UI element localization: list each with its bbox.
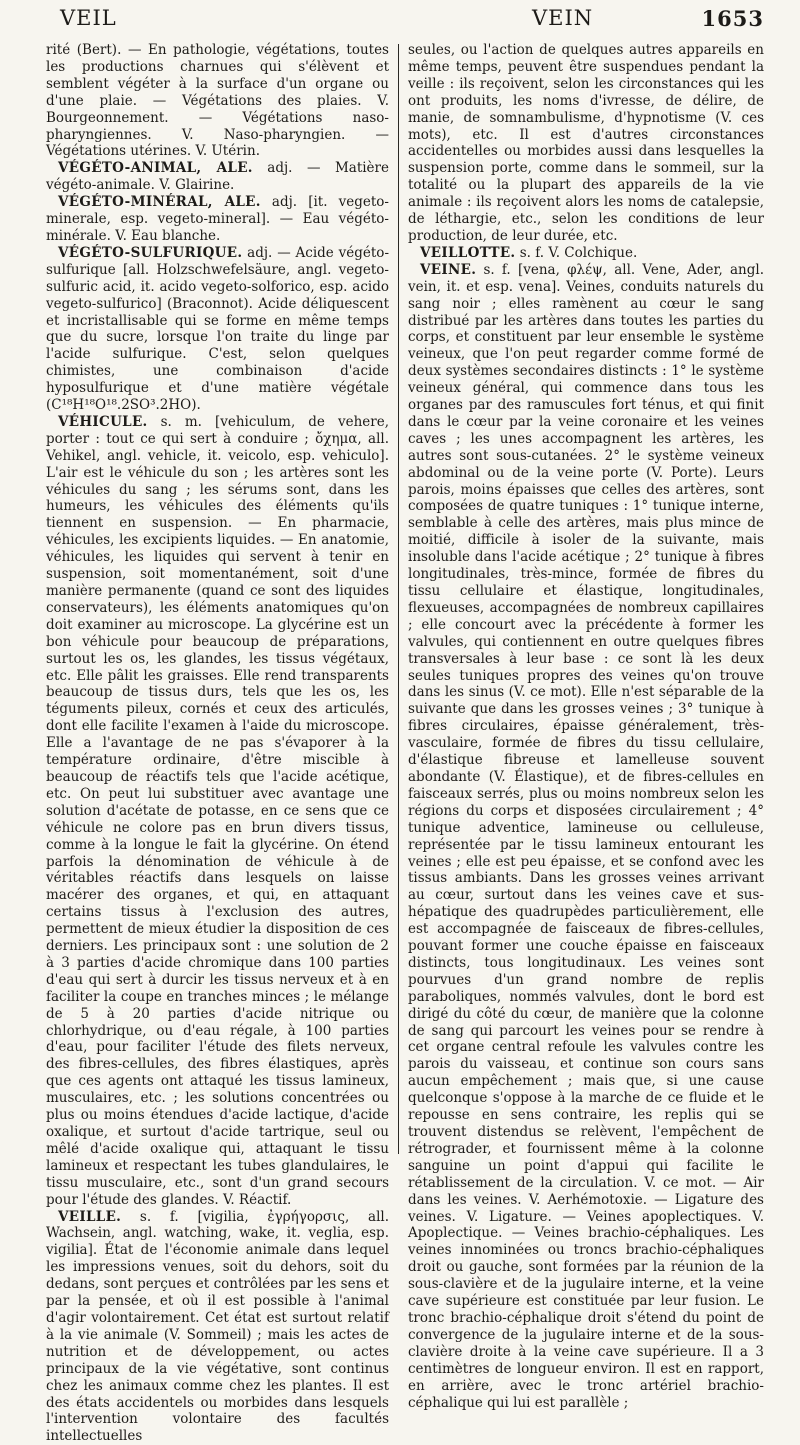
headword: VÉGÉTO-MINÉRAL, ALE.: [58, 194, 261, 211]
page-number: 1653: [701, 6, 764, 31]
headword: VÉGÉTO-ANIMAL, ALE.: [58, 160, 253, 177]
headword: VEILLOTTE.: [420, 244, 516, 261]
headword: VÉHICULE.: [58, 413, 148, 430]
entry-vegetation-continued: rité (Bert). — En pathologie, végétations, toutes les productions charnues qui s'élèvent et semblent végéter à la surface d'un organe ou d'une plaie. — Végétations des plaies. V. Bourgeonnement. — Végétations naso-pharyngiennes. V. Naso-pharyngien. — Végétations utérines. V. Utérin.: [46, 42, 389, 160]
entry-vegeto-sulfurique: VÉGÉTO-SULFURIQUE. adj. — Acide végéto-sulfurique [all. Holzschwefelsäure, angl. vegeto-sulfuric acid, it. acido vegeto-solforico, esp. acido vegeto-sulfurico] (Braconnot). Acide déliquescent et incristallisable qui se forme en même temps que du sucre, lorsque l'on traite du linge par l'acide sulfurique. C'est, selon quelques chimistes, une combinaison d'acide hyposulfurique et d'une matière végétale (C¹⁸H¹⁸O¹⁸.2SO³.2HO).: [46, 244, 389, 414]
headword: VÉGÉTO-SULFURIQUE.: [58, 244, 243, 261]
entry-vegeto-animal: VÉGÉTO-ANIMAL, ALE. adj. — Matière végéto-animale. V. Glairine.: [46, 160, 389, 194]
entry-vegeto-mineral: VÉGÉTO-MINÉRAL, ALE. adj. [it. vegeto-minerale, esp. vegeto-mineral]. — Eau végéto-minérale. V. Eau blanche.: [46, 194, 389, 244]
running-header: [46, 6, 764, 36]
entry-veine: VEINE. s. f. [vena, φλέψ, all. Vene, Ader, angl. vein, it. et esp. vena]. Veines, conduits naturels du sang noir ; elles ramènent au cœur le sang distribué par les artères dans toutes les parties du corps, et constituent par leur ensemble le système veineux, que l'on peut regarder comme formé de deux systèmes secondaires distincts : 1° le système veineux général, qui commence dans tous les organes par des ramuscules fort ténus, et qui finit dans le cœur par la veine coronaire et les veines caves ; les unes accompagnent les artères, les autres sont sous-cutanées. 2° le système veineux abdominal ou de la veine porte (V. Porte). Leurs parois, moins épaisses que celles des artères, sont composées de quatre tuniques : 1° tunique interne, semblable à celle des artères, mais plus mince de moitié, difficile à isoler de la suivante, mais insoluble dans l'acide acétique ; 2° tunique à fibres longitudinales, très-mince, formée de fibres du tissu cellulaire et élastique, longitudinales, flexueuses, accompagnées de nombreux capillaires ; elle concourt avec la précédente à former les valvules, qui contiennent en outre quelques fibres transversales à leur base : ce sont là les deux seules tuniques propres des veines qu'on trouve dans les sinus (V. ce mot). Elle n'est séparable de la suivante que dans les grosses veines ; 3° tunique à fibres circulaires, épaisse généralement, très-vasculaire, formée de fibres du tissu cellulaire, d'élastique fibreuse et lamelleuse souvent abondante (V. Élastique), et de fibres-cellules en faisceaux serrés, plus ou moins nombreux selon les régions du corps et disposées circulairement ; 4° tunique adventice, lamineuse ou celluleuse, représentée par le tissu lamineux entourant les veines ; elle est peu épaisse, et se confond avec les tissus ambiants. Dans les grosses veines arrivant au cœur, surtout dans les veines cave et sus-hépatique des quadrupèdes particulièrement, elle est accompagnée de faisceaux de fibres-cellules, pouvant former une couche épaisse en faisceaux distincts, tous longitudinaux. Les veines sont pourvues d'un grand nombre de replis paraboliques, nommés valvules, dont le bord est dirigé du côté du cœur, de manière que la colonne de sang qui parcourt les veines pour se rendre à cet organe central refoule les valvules contre les parois du vaisseau, et continue son cours sans aucun empêchement ; mais que, si une cause quelconque s'oppose à la marche de ce fluide et le repousse en sens contraire, les replis qui se trouvent distendus se relèvent, l'empêchent de rétrograder, et fournissent même à la colonne sanguine un point d'appui qui facilite le rétablissement de la circulation. V. ce mot. — Air dans les veines. V. Aerhémotoxie. — Ligature des veines. V. Ligature. — Veines apoplectiques. V. Apoplectique. — Veines brachio-céphaliques. Les veines innominées ou troncs brachio-céphaliques droit ou gauche, sont formées par la réunion de la sous-clavière et de la jugulaire interne, et la veine cave supérieure est constituée par leur fusion. Le tronc brachio-céphalique droit s'étend du point de convergence de la jugulaire interne et de la sous-clavière droite à la veine cave supérieure. Il a 3 centimètres de longueur environ. Il est en rapport, en arrière, avec le tronc artériel brachio-céphalique qui lui est parallèle ;: [408, 261, 764, 1411]
entry-veille-continued: seules, ou l'action de quelques autres appareils en même temps, peuvent être suspendues pendant la veille : ils reçoivent, selon les circonstances qui les ont produits, les noms d'ivresse, de délire, de manie, de somnambulisme, d'hypnotisme (V. ces mots), etc. Il est d'autres circonstances accidentelles ou morbides aussi dans lesquelles la suspension porte, comme dans le sommeil, sur la totalité ou la plupart des appareils de la vie animale : ils reçoivent alors les noms de catalepsie, de léthargie, etc., selon les conditions de leur production, de leur durée, etc.: [408, 42, 764, 244]
header-center-guide-word: VEIN: [532, 6, 594, 30]
headword: VEINE.: [420, 261, 477, 278]
headword: VEILLE.: [58, 1208, 122, 1225]
header-left-guide-word: VEIL: [60, 6, 117, 30]
column-divider: [398, 44, 399, 1154]
entry-vehicule: VÉHICULE. s. m. [vehiculum, de vehere, porter : tout ce qui sert à conduire ; ὄχημα, all. Vehikel, angl. vehicle, it. veicolo, esp. vehiculo]. L'air est le véhicule du son ; les artères sont les véhicules du sang ; les sérums sont, dans les humeurs, les véhicules des éléments qu'ils tiennent en suspension. — En pharmacie, véhicules, les excipients liquides. — En anatomie, véhicules, les liquides qui servent à tenir en suspension, soit momentanément, soit d'une manière permanente (quand ce sont des liquides conservateurs), les éléments anatomiques qu'on doit examiner au microscope. La glycérine est un bon véhicule pour beaucoup de préparations, surtout les os, les glandes, les tissus végétaux, etc. Elle pâlit les graisses. Elle rend transparents beaucoup de tissus durs, tels que les os, les téguments pileux, cornés et ceux des articulés, dont elle facilite l'examen à l'aide du microscope. Elle a l'avantage de ne pas s'évaporer à la température ordinaire, d'être miscible à beaucoup de réactifs tels que l'acide acétique, etc. On peut lui substituer avec avantage une solution d'acétate de potasse, en ce sens que ce véhicule ne colore pas en brun divers tissus, comme à la longue le fait la glycérine. On étend parfois la dénomination de véhicule à de véritables réactifs dans lesquels on laisse macérer des organes, et qui, en attaquant certains tissus à l'exclusion des autres, permettent de mieux étudier la disposition de ces derniers. Les principaux sont : une solution de 2 à 3 parties d'acide chromique dans 100 parties d'eau qui sert à durcir les tissus nerveux et à en faciliter la coupe en tranches minces ; le mélange de 5 à 20 parties d'acide nitrique ou chlorhydrique, ou d'eau régale, à 100 parties d'eau, pour faciliter l'étude des filets nerveux, des fibres-cellules, des fibres élastiques, après que ces agents ont attaqué les tissus lamineux, musculaires, etc. ; les solutions concentrées ou plus ou moins étendues d'acide lactique, d'acide oxalique, et surtout d'acide tartrique, seul ou mêlé d'acide oxalique qui, attaquant le tissu lamineux et respectant les tubes glandulaires, le tissu musculaire, etc., sont d'un grand secours pour l'étude des glandes. V. Réactif.: [46, 413, 389, 1208]
entry-veillotte: VEILLOTTE. s. f. V. Colchique.: [420, 244, 638, 261]
entry-veille: VEILLE. s. f. [vigilia, ἐγρήγορσις, all. Wachsein, angl. watching, wake, it. veglia, esp. vigilia]. État de l'économie animale dans lequel les impressions venues, soit du dehors, soit du dedans, sont perçues et contrôlées par les sens et par la pensée, et où il est possible à l'animal d'agir volontairement. Cet état est surtout relatif à la vie animale (V. Sommeil) ; mais les actes de nutrition et de développement, ou actes principaux de la vie végétative, sont continus chez les animaux comme chez les plantes. Il est des états accidentels ou morbides dans lesquels l'intervention volontaire des facultés intellectuelles: [46, 1208, 389, 1445]
right-column: [408, 42, 764, 1411]
left-column: [46, 42, 389, 1445]
